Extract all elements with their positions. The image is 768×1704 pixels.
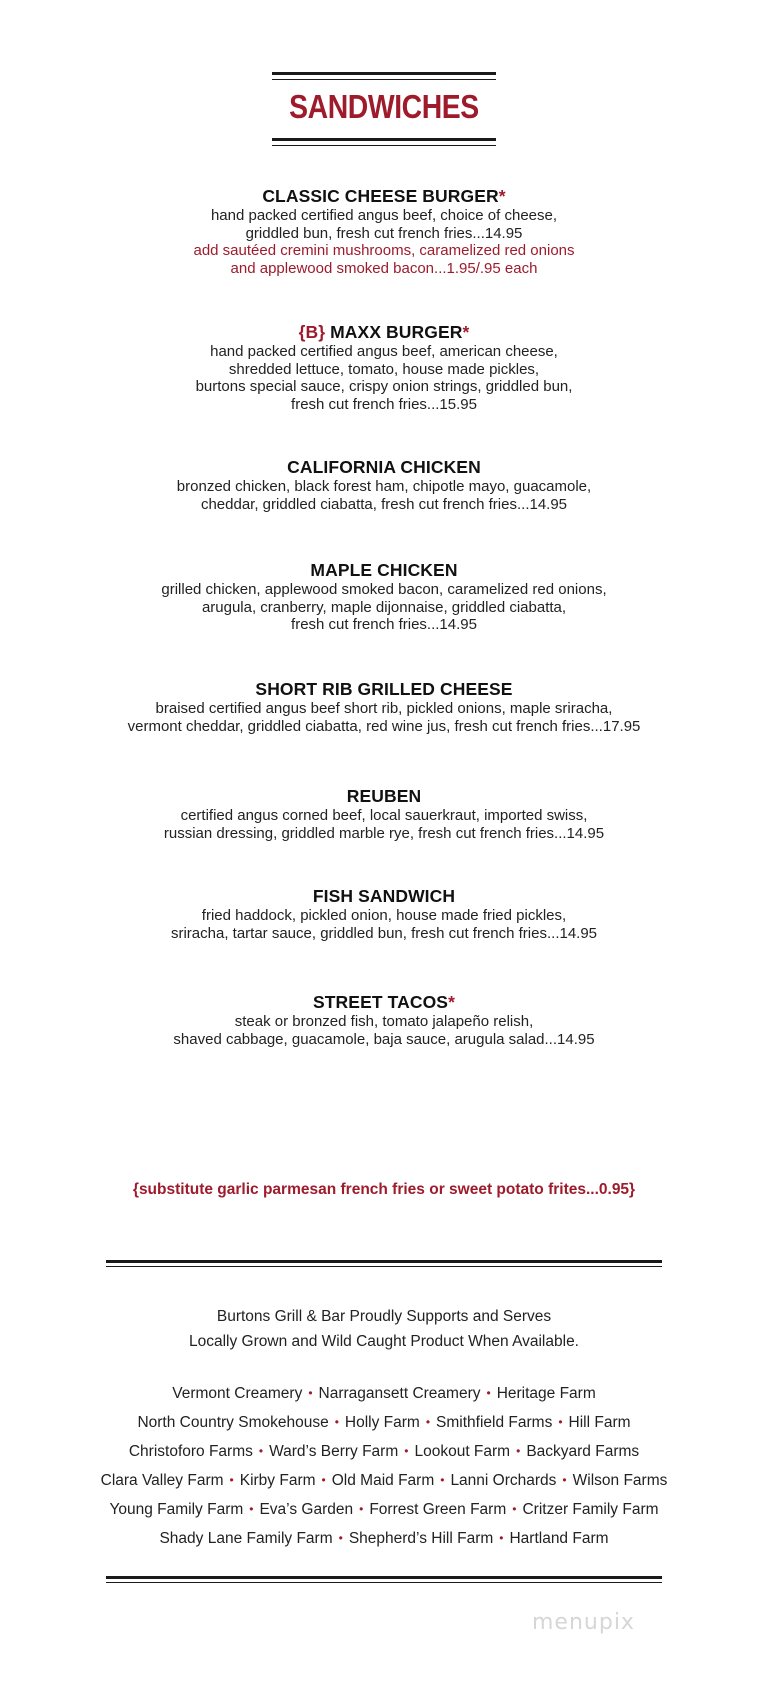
bullet-separator-icon: • <box>229 1473 234 1487</box>
menu-item <box>0 786 768 842</box>
farm-name: Young Family Farm <box>109 1501 244 1518</box>
farm-row <box>0 1379 768 1408</box>
title-rule-top <box>272 72 496 80</box>
item-name <box>0 186 768 207</box>
menu-item <box>0 886 768 942</box>
bullet-separator-icon: • <box>338 1531 343 1545</box>
farm-name: Christoforo Farms <box>128 1443 253 1460</box>
watermark: menupix <box>532 1610 635 1635</box>
item-description-line: vermont cheddar, griddled ciabatta, red wine jus, fresh cut french fries...17.95 <box>127 717 641 735</box>
item-description-line: arugula, cranberry, maple dijonnaise, griddled ciabatta, <box>201 598 567 616</box>
bullet-separator-icon: • <box>258 1444 264 1458</box>
farm-name: Old Maid Farm <box>331 1472 435 1489</box>
farm-row <box>0 1466 768 1495</box>
item-title: MAXX BURGER <box>330 322 463 342</box>
bullet-separator-icon: • <box>558 1415 563 1429</box>
farm-name: Hartland Farm <box>509 1530 609 1547</box>
asterisk-mark: * <box>448 992 455 1012</box>
farm-name: Holly Farm <box>344 1414 420 1431</box>
item-description-line: steak or bronzed fish, tomato jalapeño relish, <box>234 1013 534 1030</box>
item-addon-line: and applewood smoked bacon...1.95/.95 each <box>230 259 538 277</box>
farm-name: Shady Lane Family Farm <box>159 1530 333 1547</box>
item-title: REUBEN <box>346 786 422 806</box>
item-name <box>0 679 768 700</box>
bullet-separator-icon: • <box>249 1502 254 1516</box>
farm-name: Clara Valley Farm <box>100 1472 224 1489</box>
bullet-separator-icon: • <box>359 1502 364 1516</box>
item-description-line: sriracha, tartar sauce, griddled bun, fresh cut french fries...14.95 <box>170 924 598 942</box>
item-description-line: griddled bun, fresh cut french fries...14.95 <box>245 224 523 242</box>
item-name <box>0 886 768 907</box>
item-description-line: cheddar, griddled ciabatta, fresh cut french fries...14.95 <box>200 495 568 513</box>
asterisk-mark: * <box>498 186 506 206</box>
item-description-line: russian dressing, griddled marble rye, fresh cut french fries...14.95 <box>163 824 605 842</box>
asterisk-mark: * <box>462 322 470 342</box>
farm-row <box>0 1437 768 1466</box>
item-description-line: shaved cabbage, guacamole, baja sauce, arugula salad...14.95 <box>173 1030 595 1048</box>
menu-item <box>0 322 768 413</box>
farm-name: Backyard Farms <box>526 1443 640 1460</box>
item-name <box>0 457 768 478</box>
supports-line-2: Locally Grown and Wild Caught Product When Available. <box>188 1332 579 1350</box>
farm-name: Wilson Farms <box>572 1472 668 1489</box>
bullet-separator-icon: • <box>499 1531 504 1545</box>
bullet-separator-icon: • <box>440 1473 445 1487</box>
item-description-line: bronzed chicken, black forest ham, chipotle mayo, guacamole, <box>176 478 592 495</box>
item-name <box>0 560 768 581</box>
item-description-line: braised certified angus beef short rib, pickled onions, maple sriracha, <box>155 700 613 717</box>
farm-name: Lookout Farm <box>414 1443 511 1460</box>
menu-item <box>0 560 768 634</box>
item-description-line: fried haddock, pickled onion, house made fried pickles, <box>201 907 567 924</box>
farm-name: Forrest Green Farm <box>369 1501 507 1518</box>
item-title: MAPLE CHICKEN <box>310 560 458 580</box>
item-description-line: hand packed certified angus beef, choice of cheese, <box>210 207 558 224</box>
farm-row <box>0 1495 768 1524</box>
farm-name: Shepherd’s Hill Farm <box>348 1530 494 1547</box>
bullet-separator-icon: • <box>562 1473 567 1487</box>
item-description-line: certified angus corned beef, local sauerkraut, imported swiss, <box>180 807 588 824</box>
page-title: SANDWICHES <box>289 88 479 125</box>
item-description-line: fresh cut french fries...14.95 <box>291 616 477 633</box>
item-description-line: fresh cut french fries...15.95 <box>291 395 477 413</box>
farm-name: Ward’s Berry Farm <box>269 1443 399 1460</box>
farm-name: Kirby Farm <box>239 1472 316 1489</box>
item-name <box>0 322 768 343</box>
item-title: STREET TACOS <box>313 992 449 1012</box>
bullet-separator-icon: • <box>512 1502 517 1516</box>
bullet-separator-icon: • <box>321 1473 326 1487</box>
bullet-separator-icon: • <box>404 1444 409 1458</box>
item-addon-line: add sautéed cremini mushrooms, caramelized red onions <box>193 242 575 259</box>
item-title: SHORT RIB GRILLED CHEESE <box>255 679 513 699</box>
menu-item <box>0 457 768 513</box>
farm-list <box>0 1379 768 1553</box>
farm-name: Vermont Creamery <box>172 1385 303 1402</box>
item-title: FISH SANDWICH <box>312 886 456 906</box>
farm-row <box>0 1408 768 1437</box>
title-rule-bottom <box>272 138 496 146</box>
substitute-note: {substitute garlic parmesan french fries or sweet potato frites...0.95} <box>132 1181 636 1198</box>
item-description-line: grilled chicken, applewood smoked bacon, caramelized red onions, <box>161 581 607 598</box>
menu-item <box>0 186 768 277</box>
farm-name: Lanni Orchards <box>450 1472 557 1489</box>
farm-name: Critzer Family Farm <box>522 1501 659 1518</box>
item-prefix: {B} <box>298 322 331 342</box>
divider-rule-top <box>106 1260 662 1267</box>
bullet-separator-icon: • <box>308 1386 313 1400</box>
divider-rule-bottom <box>106 1576 662 1583</box>
bullet-separator-icon: • <box>425 1415 431 1429</box>
item-description-line: burtons special sauce, crispy onion strings, griddled bun, <box>195 378 573 395</box>
farm-name: North Country Smokehouse <box>137 1414 329 1431</box>
farm-row <box>0 1524 768 1553</box>
item-name <box>0 786 768 807</box>
farm-name: Eva’s Garden <box>259 1501 354 1518</box>
supports-line-1: Burtons Grill & Bar Proudly Supports and Serves <box>216 1308 552 1325</box>
menu-item <box>0 992 768 1048</box>
item-title: CLASSIC CHEESE BURGER <box>262 186 499 206</box>
farm-name: Narragansett Creamery <box>318 1385 481 1402</box>
farm-name: Heritage Farm <box>496 1385 596 1402</box>
item-title: CALIFORNIA CHICKEN <box>287 457 481 477</box>
item-description-line: hand packed certified angus beef, american cheese, <box>210 343 558 360</box>
bullet-separator-icon: • <box>334 1415 339 1429</box>
item-description-line: shredded lettuce, tomato, house made pickles, <box>228 360 540 378</box>
supports-statement <box>0 1305 768 1354</box>
menu-item <box>0 679 768 735</box>
bullet-separator-icon: • <box>486 1386 491 1400</box>
item-name <box>0 992 768 1013</box>
farm-name: Hill Farm <box>568 1414 631 1431</box>
bullet-separator-icon: • <box>516 1444 521 1458</box>
farm-name: Smithfield Farms <box>436 1414 553 1431</box>
